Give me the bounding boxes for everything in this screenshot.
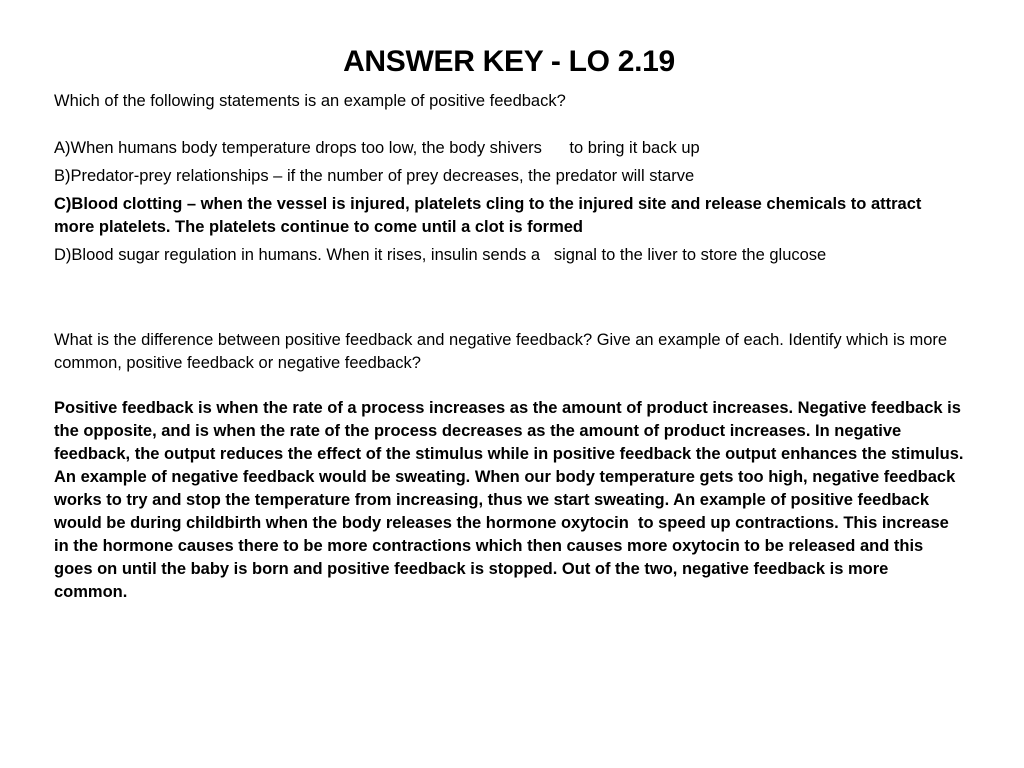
- option-d: D)Blood sugar regulation in humans. When it rises, insulin sends a signal to the liver to store the glucose: [54, 246, 827, 264]
- answer-2: Positive feedback is when the rate of a process increases as the amount of product increases. Negative feedback is the opposite, and is when the rate of the process decreases as the amount of product increases. In negative feedback, the output reduces the effect of the stimulus while in positive feedback the output enhances the stimulus. An example of negative feedback would be sweating. When our body temperature gets too high, negative feedback works to try and stop the temperature from increasing, thus we start sweating. An example of positive feedback would be during childbirth when the body releases the hormone oxytocin to speed up contractions. This increase in the hormone causes there to be more contractions which then causes more oxytocin to be released and this goes on until the baby is born and positive feedback is stopped. Out of the two, negative feedback is more common.: [54, 399, 964, 601]
- question-2: What is the difference between positive feedback and negative feedback? Give an example of each. Identify which is more common, positive feedback or negative feedback?: [54, 331, 948, 372]
- question-1: Which of the following statements is an example of positive feedback?: [54, 92, 566, 110]
- option-c-correct-answer: C)Blood clotting – when the vessel is injured, platelets cling to the injured site and release chemicals to attract more platelets. The platelets continue to come until a clot is formed: [54, 195, 922, 236]
- slide-title: ANSWER KEY - LO 2.19: [343, 45, 675, 78]
- option-a: A)When humans body temperature drops too low, the body shivers to bring it back up: [54, 139, 700, 157]
- option-b: B)Predator-prey relationships – if the number of prey decreases, the predator will starve: [54, 167, 695, 185]
